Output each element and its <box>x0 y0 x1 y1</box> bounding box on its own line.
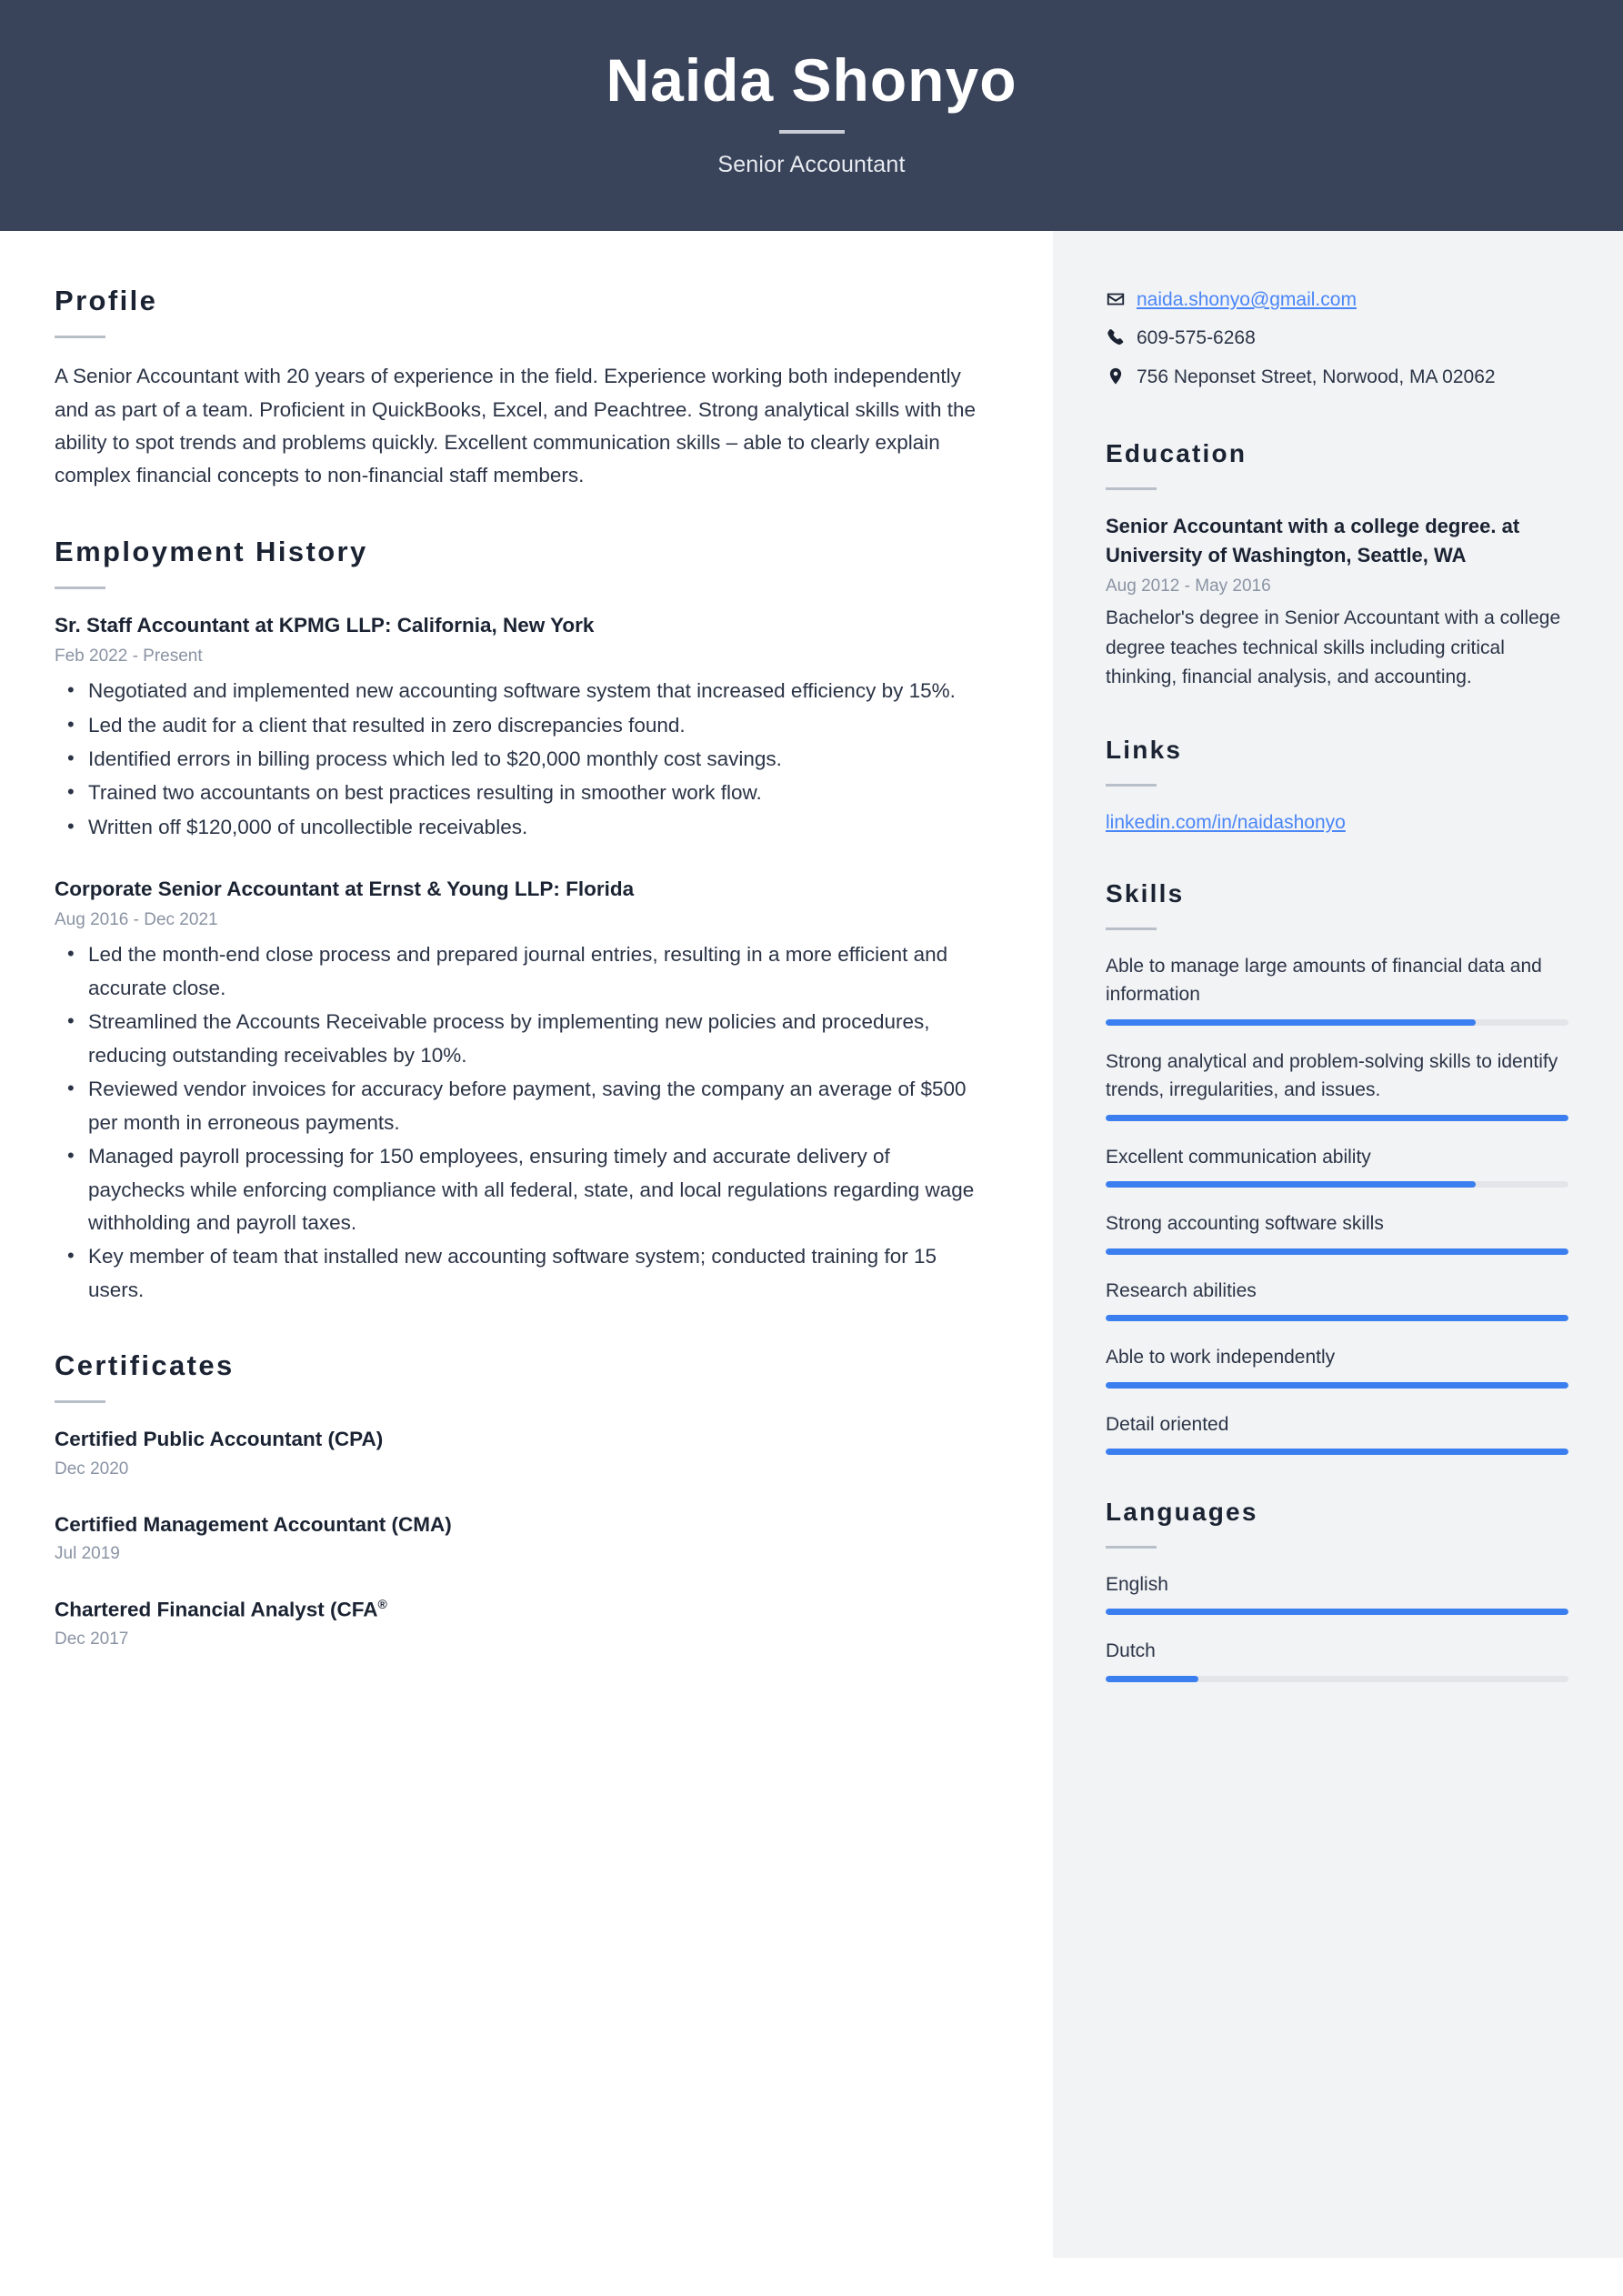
links-section <box>1106 735 1568 837</box>
skill-item <box>1106 1209 1568 1255</box>
section-divider <box>55 587 105 589</box>
contact-value: 609-575-6268 <box>1137 327 1256 349</box>
employment-bullet: • Managed payroll processing for 150 employees, ensuring timely and accurate delivery of paychecks while enforcing compliance with all federal, state, and local regulations regarding wage withholding and payroll taxes. <box>55 1140 989 1239</box>
employment-bullet: • Written off $120,000 of uncollectible receivables. <box>55 811 989 844</box>
skill-level-fill <box>1106 1449 1568 1455</box>
envelope-icon <box>1106 286 1137 309</box>
language-item <box>1106 1570 1568 1616</box>
section-divider <box>1106 1546 1157 1549</box>
candidate-job-title: Senior Accountant <box>717 151 906 177</box>
skill-level-track <box>1106 1248 1568 1255</box>
language-label: Dutch <box>1106 1640 1156 1662</box>
candidate-name: Naida Shonyo <box>606 46 1017 114</box>
employment-date: Aug 2016 - Dec 2021 <box>55 909 218 929</box>
languages-list <box>1106 1570 1568 1682</box>
skill-label: Able to work independently <box>1106 1347 1336 1369</box>
resume-header <box>0 0 1623 231</box>
employment-bullet: • Trained two accountants on best practices resulting in smoother work flow. <box>55 777 989 809</box>
resume-body <box>0 231 1623 2258</box>
language-level-fill <box>1106 1609 1568 1615</box>
education-section <box>1106 438 1568 693</box>
employment-entry <box>55 875 989 1307</box>
profile-section <box>55 284 989 493</box>
employment-bullets <box>55 938 989 1307</box>
employment-bullet: • Reviewed vendor invoices for accuracy before payment, saving the company an average of $500 per month in erroneous payments. <box>55 1073 989 1139</box>
skill-level-fill <box>1106 1315 1568 1321</box>
skill-level-fill <box>1106 1019 1476 1026</box>
skill-level-track <box>1106 1181 1568 1188</box>
skill-item <box>1106 1048 1568 1121</box>
skill-item <box>1106 1410 1568 1456</box>
language-label: English <box>1106 1573 1168 1595</box>
certificates-heading: Certificates <box>55 1349 235 1382</box>
skill-level-fill <box>1106 1115 1568 1121</box>
header-divider <box>779 130 845 134</box>
employment-bullet: • Led the month-end close process and prepared journal entries, resulting in a more efficient and accurate close. <box>55 938 989 1005</box>
employment-bullet: • Streamlined the Accounts Receivable process by implementing new policies and procedures, reducing outstanding receivables by 10%. <box>55 1006 989 1072</box>
education-title: Senior Accountant with a college degree. at University of Washington, Seattle, WA <box>1106 515 1520 566</box>
skill-label: Strong accounting software skills <box>1106 1213 1384 1235</box>
certificates-list <box>55 1425 989 1652</box>
employment-title: Sr. Staff Accountant at KPMG LLP: California, New York <box>55 614 595 637</box>
employment-bullet: • Negotiated and implemented new accounting software system that increased efficiency by 15%. <box>55 675 989 707</box>
certificate-entry <box>55 1510 989 1568</box>
skills-list <box>1106 952 1568 1456</box>
section-divider <box>55 336 105 338</box>
languages-section <box>1106 1497 1568 1682</box>
certificate-name: Certified Management Accountant (CMA) <box>55 1512 452 1536</box>
language-level-track <box>1106 1609 1568 1615</box>
contact-row <box>1106 286 1568 315</box>
employment-date: Feb 2022 - Present <box>55 646 203 666</box>
phone-icon <box>1106 324 1137 347</box>
skill-level-fill <box>1106 1181 1476 1188</box>
employment-entry <box>55 611 989 844</box>
profile-heading: Profile <box>55 284 158 316</box>
links-heading: Links <box>1106 735 1183 764</box>
employment-title: Corporate Senior Accountant at Ernst & Young LLP: Florida <box>55 877 635 901</box>
skill-label: Strong analytical and problem-solving skills to identify trends, irregularities, and issues. <box>1106 1050 1558 1101</box>
skill-label: Excellent communication ability <box>1106 1146 1371 1168</box>
languages-heading: Languages <box>1106 1498 1258 1527</box>
skill-level-fill <box>1106 1248 1568 1255</box>
section-divider <box>55 1400 105 1403</box>
skill-label: Able to manage large amounts of financial data and information <box>1106 955 1542 1006</box>
contact-email-link[interactable]: naida.shonyo@gmail.com <box>1137 288 1357 310</box>
contact-value: 756 Neponset Street, Norwood, MA 02062 <box>1137 366 1496 387</box>
education-description: Bachelor's degree in Senior Accountant with a college degree teaches technical skills including critical thinking, financial analysis, and accounting. <box>1106 607 1561 688</box>
skill-label: Research abilities <box>1106 1279 1257 1301</box>
employment-list <box>55 611 989 1307</box>
skills-heading: Skills <box>1106 879 1185 908</box>
sidebar-column <box>1053 231 1623 2258</box>
section-divider <box>1106 784 1157 787</box>
section-divider <box>1106 487 1157 490</box>
contact-section <box>1106 286 1568 392</box>
links-list <box>1106 808 1568 837</box>
employment-bullet: • Identified errors in billing process which led to $20,000 monthly cost savings. <box>55 743 989 776</box>
certificate-date: Dec 2017 <box>55 1629 129 1649</box>
skill-label: Detail oriented <box>1106 1413 1229 1435</box>
education-date: Aug 2012 - May 2016 <box>1106 576 1271 596</box>
skill-level-track <box>1106 1382 1568 1389</box>
section-divider <box>1106 927 1157 930</box>
skill-item <box>1106 1343 1568 1389</box>
employment-section <box>55 535 989 1307</box>
skill-level-fill <box>1106 1382 1568 1389</box>
education-heading: Education <box>1106 439 1247 468</box>
certificate-name: Certified Public Accountant (CPA) <box>55 1428 384 1451</box>
location-pin-icon <box>1106 363 1137 386</box>
skill-item <box>1106 952 1568 1026</box>
profile-text: A Senior Accountant with 20 years of experience in the field. Experience working both independently and as part of a team. Proficient in QuickBooks, Excel, and Peachtree. Strong analytical skills with the ability to spot trends and problems quickly. Excellent communication skills – able to clearly explain complex financial concepts to non-financial staff members. <box>55 365 977 487</box>
certificate-date: Dec 2020 <box>55 1459 129 1479</box>
employment-bullet: • Key member of team that installed new accounting software system; conducted training for 15 users. <box>55 1240 989 1307</box>
skill-level-track <box>1106 1019 1568 1026</box>
language-item <box>1106 1637 1568 1682</box>
certificates-section <box>55 1349 989 1652</box>
skill-level-track <box>1106 1449 1568 1455</box>
skill-level-track <box>1106 1115 1568 1121</box>
skill-item <box>1106 1143 1568 1188</box>
registered-trademark-icon: ® <box>377 1596 387 1611</box>
language-level-fill <box>1106 1676 1198 1682</box>
skill-level-track <box>1106 1315 1568 1321</box>
certificate-name: Chartered Financial Analyst (CFA® <box>55 1596 387 1621</box>
certificate-entry <box>55 1425 989 1482</box>
certificate-entry <box>55 1595 989 1653</box>
contact-row <box>1106 324 1568 353</box>
employment-heading: Employment History <box>55 535 368 567</box>
employment-bullet: • Led the audit for a client that resulted in zero discrepancies found. <box>55 709 989 742</box>
certificate-date: Jul 2019 <box>55 1544 120 1564</box>
employment-bullets <box>55 675 989 844</box>
language-level-track <box>1106 1676 1568 1682</box>
sidebar-link[interactable]: linkedin.com/in/naidashonyo <box>1106 811 1346 833</box>
skills-section <box>1106 878 1568 1455</box>
main-column <box>0 231 1053 2258</box>
contact-row <box>1106 363 1568 392</box>
skill-item <box>1106 1277 1568 1322</box>
